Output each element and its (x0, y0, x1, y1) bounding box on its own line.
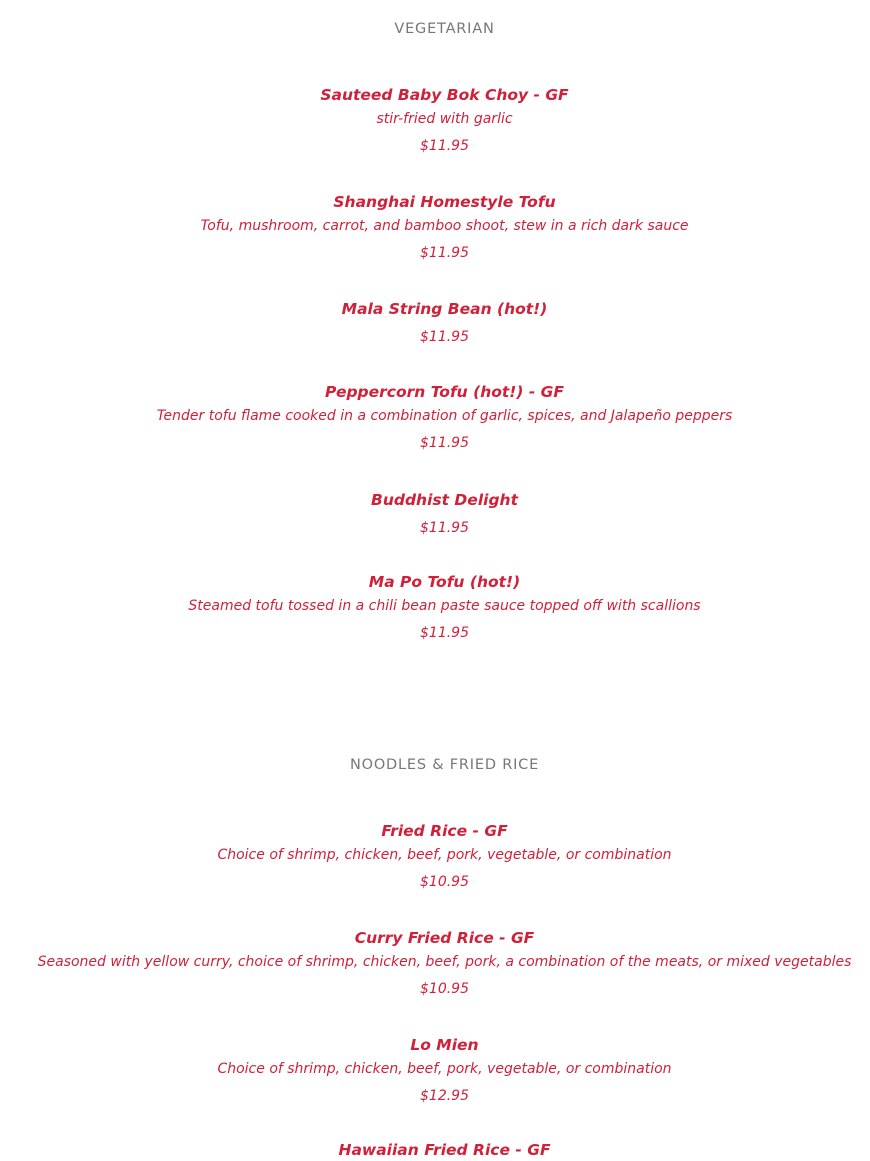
menu-item-description: Choice of shrimp, chicken, beef, pork, vegetable, or combination (217, 847, 672, 863)
menu-item-name: Hawaiian Fried Rice - GF (338, 1141, 551, 1159)
menu-item-peppercorn-tofu (0, 381, 870, 453)
menu-item-description: Seasoned with yellow curry, choice of shrimp, chicken, beef, pork, a combination of the meats, or mixed vegetables (37, 954, 852, 970)
menu-item-name: Fried Rice - GF (381, 822, 508, 840)
menu-item-mala-string-bean (0, 298, 870, 347)
menu-item-ma-po-tofu (0, 571, 870, 643)
menu-item-price: $11.95 (420, 329, 469, 345)
menu-item-name: Shanghai Homestyle Tofu (333, 193, 556, 211)
menu-item-description: Choice of shrimp, chicken, beef, pork, vegetable, or combination (217, 1061, 672, 1077)
menu-item-name: Peppercorn Tofu (hot!) - GF (325, 383, 564, 401)
menu-item-buddhist-delight (0, 489, 870, 538)
menu-item-name: Curry Fried Rice - GF (354, 929, 535, 947)
menu-item-name: Mala String Bean (hot!) (341, 300, 548, 318)
menu-item-shanghai-homestyle-tofu (0, 191, 870, 263)
menu-item-price: $12.95 (420, 1088, 469, 1104)
menu-item-description: Steamed tofu tossed in a chili bean paste sauce topped off with scallions (188, 598, 701, 614)
menu-item-price: $11.95 (420, 138, 469, 154)
menu-item-hawaiian-fried-rice (0, 1139, 870, 1161)
menu-item-price: $11.95 (420, 435, 469, 451)
menu-item-lo-mien (0, 1034, 870, 1106)
menu-item-name: Ma Po Tofu (hot!) (368, 573, 521, 591)
menu-item-name: Lo Mien (410, 1036, 479, 1054)
menu-item-name: Buddhist Delight (371, 491, 518, 509)
menu-item-fried-rice (0, 820, 870, 892)
menu-item-price: $11.95 (420, 245, 469, 261)
menu-item-description: stir-fried with garlic (376, 111, 513, 127)
menu-item-name: Sauteed Baby Bok Choy - GF (320, 86, 569, 104)
section-title-vegetarian: VEGETARIAN (394, 21, 495, 37)
menu-item-description: Tender tofu flame cooked in a combination of garlic, spices, and Jalapeño peppers (156, 408, 733, 424)
menu-item-description: Tofu, mushroom, carrot, and bamboo shoot, stew in a rich dark sauce (200, 218, 689, 234)
menu-item-price: $11.95 (420, 625, 469, 641)
menu-item-sauteed-baby-bok-choy (0, 84, 870, 156)
menu-item-curry-fried-rice (0, 927, 870, 999)
menu-item-price: $10.95 (420, 981, 469, 997)
section-title-noodles-fried-rice: NOODLES & FRIED RICE (349, 757, 540, 773)
menu-item-price: $11.95 (420, 520, 469, 536)
menu-item-price: $10.95 (420, 874, 469, 890)
